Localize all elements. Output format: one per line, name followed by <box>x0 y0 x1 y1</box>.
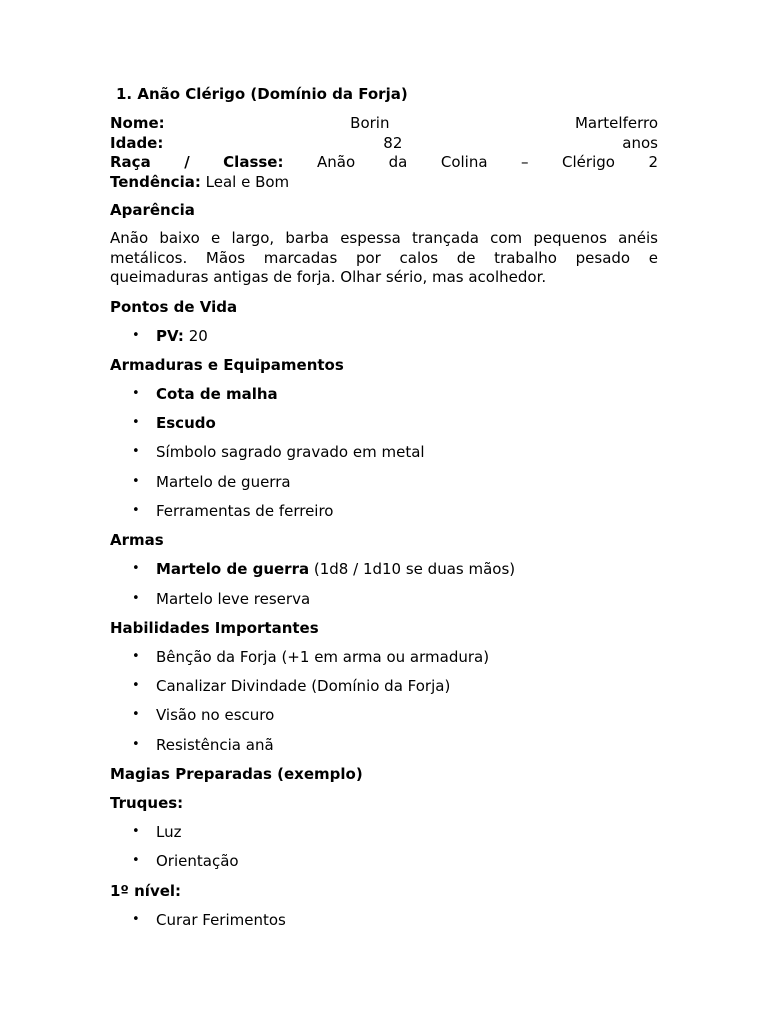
item-text: Orientação <box>156 852 239 871</box>
pv-value: 20 <box>188 326 208 345</box>
classe-word: Clérigo <box>562 153 615 171</box>
item-text: Martelo leve reserva <box>156 589 311 608</box>
raca-classe-line <box>110 153 658 173</box>
document-page <box>110 84 658 939</box>
raca-word: da <box>388 153 408 171</box>
idade-value: 82 <box>383 133 403 152</box>
list-item <box>110 472 658 492</box>
nome-line <box>110 114 658 134</box>
list-item <box>110 735 658 755</box>
bullet-icon: • <box>132 911 140 927</box>
list-item <box>110 676 658 696</box>
idade-line <box>110 134 658 154</box>
bullet-icon: • <box>132 473 140 489</box>
item-text: Visão no escuro <box>156 706 275 725</box>
raca-separator: / <box>184 153 190 171</box>
bullet-icon: • <box>132 853 140 869</box>
idade-label: Idade: <box>110 133 164 152</box>
nivel1-heading: 1º nível: <box>110 881 182 900</box>
item-text: Ferramentas de ferreiro <box>156 501 334 520</box>
bullet-icon: • <box>132 327 140 343</box>
nome-label: Nome: <box>110 114 165 132</box>
tendencia-line <box>110 173 658 193</box>
item-text-bold: Martelo de guerra <box>156 560 310 579</box>
armaduras-heading: Armaduras e Equipamentos <box>110 355 344 374</box>
truques-list <box>110 822 658 871</box>
raca-dash: – <box>521 153 529 171</box>
nome-first: Borin <box>350 114 390 132</box>
item-text: (1d8 / 1d10 se duas mãos) <box>313 560 516 579</box>
armas-list <box>110 559 658 608</box>
classe-level: 2 <box>648 153 658 171</box>
classe-label: Classe: <box>223 153 284 171</box>
magias-heading: Magias Preparadas (exemplo) <box>110 765 363 784</box>
list-item <box>110 384 658 404</box>
bullet-icon: • <box>132 385 140 401</box>
aparencia-line: Anão baixo e largo, barba espessa trançada com pequenos anéis <box>110 229 658 247</box>
armas-heading: Armas <box>110 531 164 550</box>
list-item <box>110 589 658 609</box>
item-text: Cota de malha <box>156 384 278 403</box>
bullet-icon: • <box>132 415 140 431</box>
bullet-icon: • <box>132 444 140 460</box>
item-text: Resistência anã <box>156 735 274 754</box>
item-text: Curar Ferimentos <box>156 910 286 929</box>
aparencia-line: metálicos. Mãos marcadas por calos de trabalho pesado e <box>110 248 658 267</box>
truques-heading: Truques: <box>110 794 184 813</box>
item-text: Bênção da Forja (+1 em arma ou armadura) <box>156 647 490 666</box>
list-item <box>110 705 658 725</box>
nivel1-list <box>110 910 658 930</box>
list-item <box>110 559 658 579</box>
tendencia-value: Leal e Bom <box>205 172 290 191</box>
list-item <box>110 822 658 842</box>
item-text: Luz <box>156 823 182 842</box>
list-item <box>110 326 658 346</box>
habilidades-list <box>110 647 658 755</box>
item-text: Escudo <box>156 414 216 433</box>
aparencia-heading: Aparência <box>110 201 195 219</box>
bullet-icon: • <box>132 824 140 840</box>
bullet-icon: • <box>132 561 140 577</box>
aparencia-paragraph <box>110 229 658 288</box>
idade-unit: anos <box>622 133 658 152</box>
raca-word: Anão <box>316 153 356 171</box>
nome-last: Martelferro <box>574 114 658 132</box>
list-item <box>110 501 658 521</box>
bullet-icon: • <box>132 736 140 752</box>
item-text: Martelo de guerra <box>156 472 291 491</box>
armaduras-list <box>110 384 658 521</box>
list-item <box>110 647 658 667</box>
pv-label: PV: <box>156 326 184 345</box>
bullet-icon: • <box>132 678 140 694</box>
document-title: 1. Anão Clérigo (Domínio da Forja) <box>116 85 408 103</box>
aparencia-line: queimaduras antigas de forja. Olhar sério, mas acolhedor. <box>110 268 547 286</box>
bullet-icon: • <box>132 590 140 606</box>
bullet-icon: • <box>132 707 140 723</box>
item-text: Canalizar Divindade (Domínio da Forja) <box>156 677 451 696</box>
list-item <box>110 442 658 462</box>
pontos-de-vida-heading: Pontos de Vida <box>110 297 238 316</box>
pontos-de-vida-list <box>110 326 658 346</box>
list-item <box>110 851 658 871</box>
bullet-icon: • <box>132 648 140 664</box>
raca-label: Raça <box>110 153 151 171</box>
raca-word: Colina <box>440 153 488 171</box>
item-text: Símbolo sagrado gravado em metal <box>156 443 425 462</box>
list-item <box>110 910 658 930</box>
character-info <box>110 114 658 192</box>
list-item <box>110 413 658 433</box>
tendencia-label: Tendência: <box>110 172 201 191</box>
bullet-icon: • <box>132 502 140 518</box>
habilidades-heading: Habilidades Importantes <box>110 618 319 637</box>
